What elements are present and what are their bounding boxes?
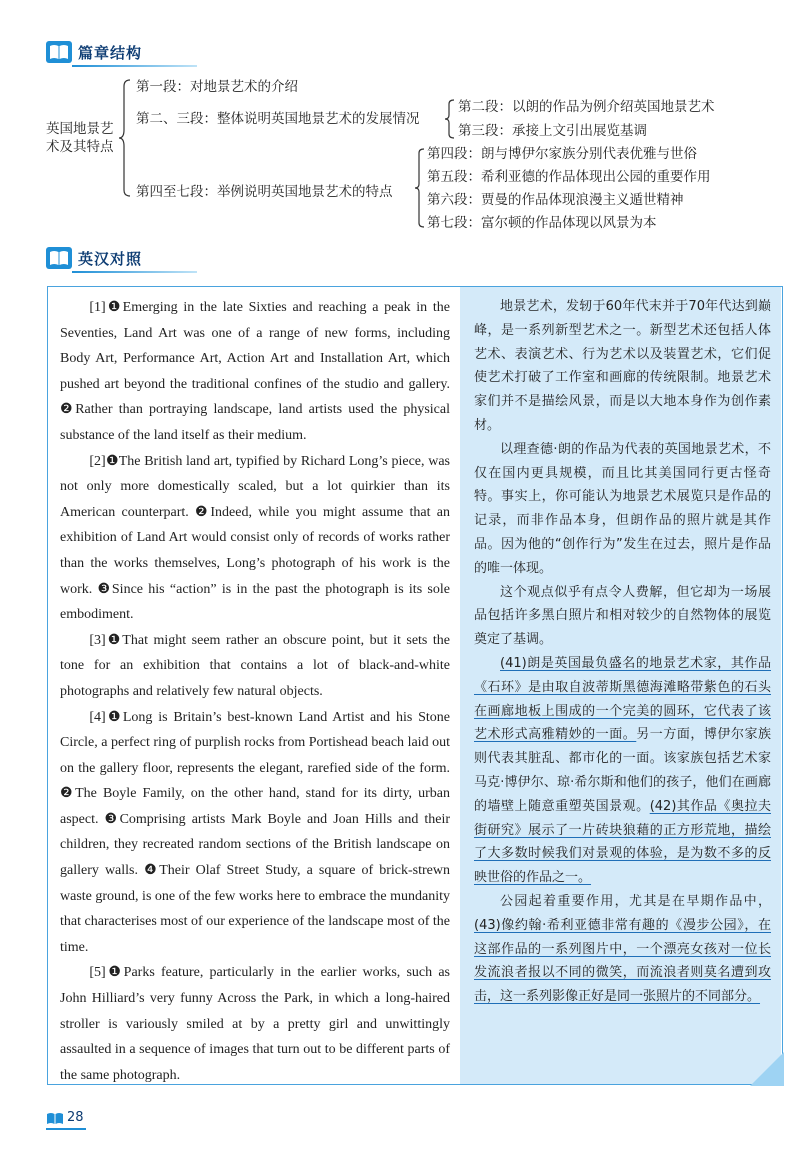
bilingual-panel bbox=[47, 286, 783, 1085]
paragraph-text: ❶Long is Britain’s best-known Land Artist and his Stone Circle, a perfect ring of purplish rocks from Portishead beach laid out on the gallery floor, represents the elegant, rarefied side of the form. ❷The Boyle Family, on the other hand, stand for its dirty, urban aspect. ❸Comprising artists Mark Boyle and Joan Hills and their children, they recreated random sections of the British landscape on gallery walls. ❹Their Olaf Street Study, a square of brick-strewn waste ground, is one of the few works here to embrace the mundanity that characterises most of our experience of the landscape most of the time. bbox=[60, 709, 450, 955]
chinese-paragraph: 这个观点似乎有点令人费解，但它却为一场展品包括许多黑白照片和相对较少的自然物体的展览奠定了基调。 bbox=[474, 584, 771, 648]
page-number-text: 28 bbox=[67, 1110, 84, 1125]
tree-para-6: 第六段：贾曼的作品体现浪漫主义遁世精神 bbox=[427, 192, 684, 208]
paragraph-number: [5] bbox=[89, 965, 106, 981]
tree-branch-1: 第一段：对地景艺术的介绍 bbox=[136, 79, 298, 95]
chinese-column bbox=[460, 287, 781, 1084]
english-paragraph bbox=[60, 705, 450, 961]
paragraph-number: [1] bbox=[89, 300, 106, 315]
page-curl-corner bbox=[750, 1052, 784, 1086]
paragraph-text: ❶That might seem rather an obscure point, but it sets the tone for an exhibition that contains a lot of black-and-white photographs and relatively few natural objects. bbox=[60, 632, 450, 699]
paragraph-text: ❶Parks feature, particularly in the earlier works, such as John Hilliard’s very funny Across the Park, in which a long-haired stroller is variously smiled at by a pretty girl and unwittingly assaulted in a sequence of images that turn out to be different parts of the same photograph. bbox=[60, 965, 450, 1083]
paragraph-text: ❶Emerging in the late Sixties and reaching a peak in the Seventies, Land Art was one of a range of new forms, including Body Art, Performance Art, Action Art and Installation Art, which pushed art beyond the traditional confines of the studio and gallery. ❷Rather than portraying landscape, land artists used the physical substance of the land itself as their medium. bbox=[60, 300, 450, 443]
chinese-paragraph: 地景艺术，发轫于60年代末并于70年代达到巅峰，是一系列新型艺术之一。新型艺术还包括人体艺术、表演艺术、行为艺术以及装置艺术，它们促使艺术打破了工作室和画廊的传统限制。地景艺术家们并不是描绘风景，而是以大地本身作为创作素材。 bbox=[474, 299, 771, 433]
tree-branch-3: 第四至七段：举例说明英国地景艺术的特点 bbox=[136, 184, 393, 200]
section-title: 英汉对照 bbox=[78, 249, 143, 268]
english-paragraph bbox=[60, 295, 450, 449]
chinese-text: 另一方面，博伊尔家族则代表其脏乱、都市化的一面。该家族包括艺术家马克·博伊尔、琼·希尔斯和他们的孩子，他们在画廊的墙壁上随意重塑英国景观。 bbox=[474, 727, 771, 814]
underlined-answer-43: (43)像约翰·希利亚德非常有趣的《漫步公园》，在这部作品的一系列图片中，一个漂亮女孩对一位长发流浪者报以不同的微笑，而流浪者则莫名遭到攻击，这一系列影像正好是同一张照片的不同部分。 bbox=[474, 917, 771, 1005]
english-paragraph bbox=[60, 960, 450, 1088]
title-underline bbox=[72, 271, 197, 273]
chinese-paragraph bbox=[474, 890, 771, 1009]
underlined-answer-41: (41)朗是英国最负盛名的地景艺术家，其作品《石环》是由取自波蒂斯黑德海滩略带紫色的石头在画廊地板上围成的一个完美的圆环，它代表了该艺术形式高雅精妙的一面。 bbox=[474, 655, 771, 743]
tree-para-4: 第四段：朗与博伊尔家族分别代表优雅与世俗 bbox=[427, 146, 697, 162]
underlined-answer-42: (42)其作品《奥拉夫街研究》展示了一片砖块狼藉的正方形荒地，描绘了大多数时候我们对景观的体验，是为数不多的反映世俗的作品之一。 bbox=[474, 798, 771, 886]
chinese-text: 公园起着重要作用，尤其是在早期作品中， bbox=[500, 893, 771, 909]
english-paragraph bbox=[60, 449, 450, 628]
branch2-brace bbox=[444, 98, 456, 140]
tree-branch-2: 第二、三段：整体说明英国地景艺术的发展情况 bbox=[136, 111, 420, 127]
english-column bbox=[48, 287, 460, 1084]
section-title: 篇章结构 bbox=[78, 43, 143, 62]
tree-root-line1: 英国地景艺 bbox=[46, 121, 114, 137]
paragraph-number: [4] bbox=[89, 709, 106, 725]
book-icon bbox=[46, 1111, 64, 1125]
paragraph-number: [2] bbox=[89, 453, 106, 469]
tree-para-3: 第三段：承接上文引出展览基调 bbox=[458, 123, 647, 139]
root-brace bbox=[118, 78, 132, 198]
paragraph-number: [3] bbox=[89, 632, 106, 648]
paragraph-text: ❶The British land art, typified by Richard Long’s piece, was not only more domestically scaled, but a lot quirkier than its American counterpart. ❷Indeed, while you might assume that an exhibition of Land Art would consist only of records of works rather than the works themselves, Long’s photograph of his work is the work. ❸Since his “action” is in the past the photograph is its sole embodiment. bbox=[60, 453, 450, 623]
structure-tree bbox=[0, 0, 800, 240]
english-paragraph bbox=[60, 628, 450, 705]
book-icon bbox=[46, 247, 72, 269]
section-header-bilingual bbox=[46, 247, 142, 269]
tree-para-5: 第五段：希利亚德的作品体现出公园的重要作用 bbox=[427, 169, 711, 185]
branch3-brace bbox=[414, 147, 426, 229]
tree-para-7: 第七段：富尔顿的作品体现以风景为本 bbox=[427, 215, 657, 231]
page-number bbox=[46, 1110, 84, 1125]
tree-para-2: 第二段：以朗的作品为例介绍英国地景艺术 bbox=[458, 99, 715, 115]
tree-root-line2: 术及其特点 bbox=[46, 139, 114, 155]
page-number-rule bbox=[46, 1128, 86, 1130]
chinese-paragraph bbox=[474, 652, 771, 890]
chinese-paragraph: 以理查德·朗的作品为代表的英国地景艺术，不仅在国内更具规模，而且比其美国同行更古怪奇特。事实上，你可能认为地景艺术展览只是作品的记录，而非作品本身，但朗作品的照片就是其作品。因为他的“创作行为”发生在过去，照片是作品的唯一体现。 bbox=[474, 441, 771, 576]
